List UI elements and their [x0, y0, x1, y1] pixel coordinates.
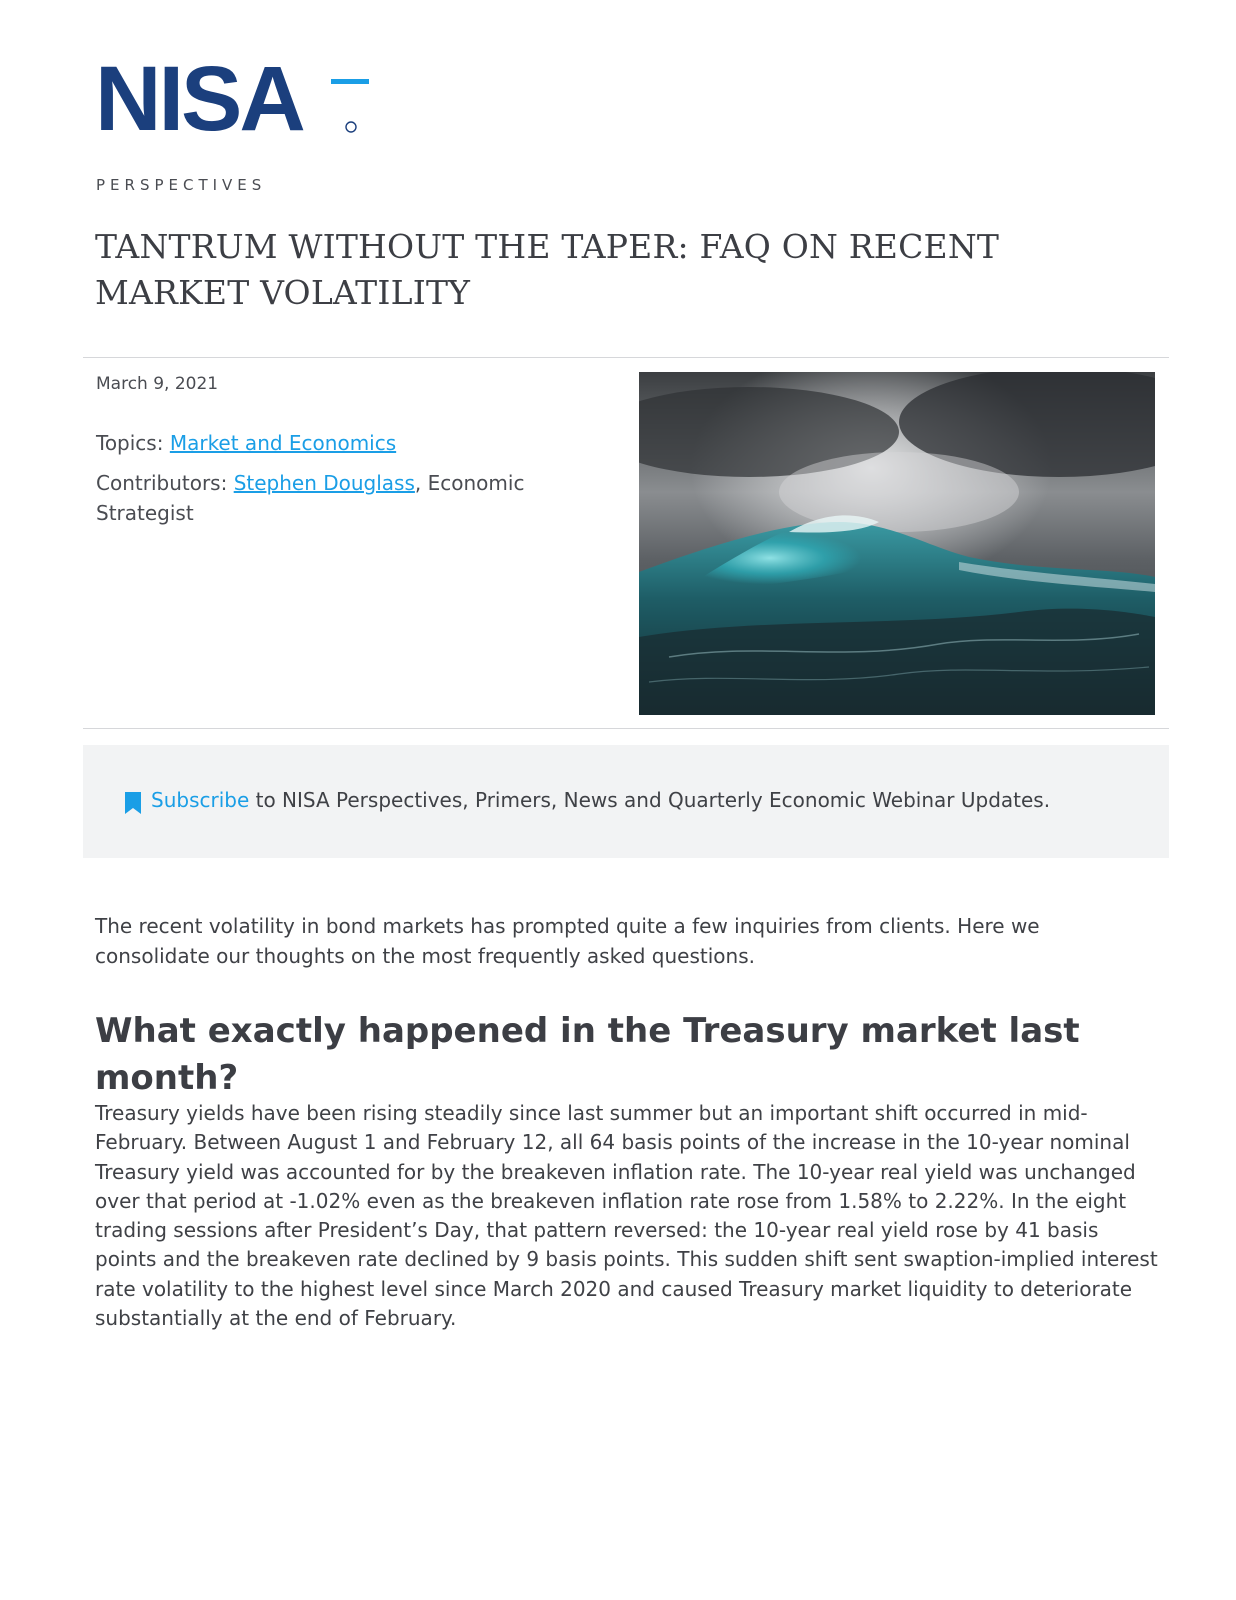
section-body: Treasury yields have been rising steadily since last summer but an important shift occurred in mid-February. Between August 1 and February 12, all 64 basis points of the increase in the 10-year nominal Treasury yield was accounted for by the breakeven inflation rate. The 10-year real yield was unchanged over that period at -1.02% even as the breakeven inflation rate rose from 1.58% to 2.22%. In the eight trading sessions after President’s Day, that pattern reversed: the 10-year real yield rose by 41 basis points and the breakeven rate declined by 9 basis points. This sudden shift sent swaption-implied interest rate volatility to the highest level since March 2020 and caused Treasury market liquidity to deteriorate substantially at the end of February. — [95, 1101, 1158, 1331]
section-heading: What exactly happened in the Treasury market last month? — [95, 1011, 1080, 1098]
registered-mark-icon — [346, 122, 356, 132]
bookmark-icon — [125, 792, 141, 814]
subscribe-banner — [83, 745, 1169, 858]
divider-top — [83, 357, 1169, 358]
subscribe-description: to NISA Perspectives, Primers, News and Quarterly Economic Webinar Updates. — [249, 788, 1051, 812]
divider-bottom — [83, 728, 1169, 729]
logo-wordmark: NISA — [95, 55, 303, 139]
contributor-role: , Economic Strategist — [96, 471, 525, 525]
hero-image — [639, 372, 1155, 715]
contributors-label: Contributors: — [96, 471, 234, 495]
section-kicker: PERSPECTIVES — [96, 176, 267, 194]
publish-date: March 9, 2021 — [96, 374, 219, 394]
topics-line — [96, 428, 566, 458]
topics-label: Topics: — [96, 431, 170, 455]
logo-accent-dash — [331, 79, 369, 84]
topic-link[interactable]: Market and Economics — [169, 431, 397, 455]
subscribe-text — [151, 788, 1050, 812]
article-intro: The recent volatility in bond markets has prompted quite a few inquiries from clients. Here we consolidate our thoughts on the most frequently asked questions. — [95, 914, 1040, 968]
nisa-logo[interactable] — [95, 55, 375, 139]
contributors-line — [96, 468, 566, 528]
subscribe-link[interactable]: Subscribe — [151, 788, 250, 812]
contributor-link[interactable]: Stephen Douglass — [233, 471, 415, 495]
page-title: TANTRUM WITHOUT THE TAPER: FAQ ON RECENT MARKET VOLATILITY — [95, 227, 1000, 312]
